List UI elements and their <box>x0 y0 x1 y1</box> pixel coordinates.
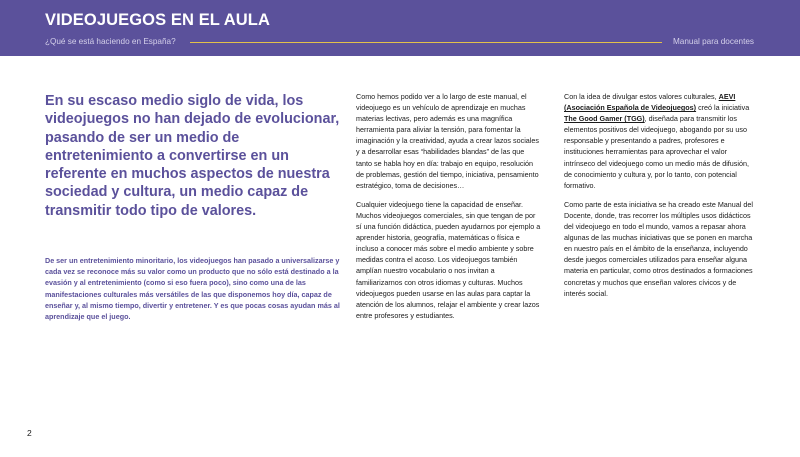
text-column-right <box>564 91 756 307</box>
summary-paragraph: De ser un entretenimiento minoritario, los videojuegos han pasado a universalizarse y cada vez se reconoce más su valor como un producto que no sólo está destinado a la evasión y al entretenimiento (como si eso fuera poco), sino como una de las manifestaciones culturales más versátiles de las que disponemos hoy día, capaz de enseñar y, al mismo tiempo, divertir y entretener. Y es que pocas cosas ayudan más al aprendizaje que el juego. <box>45 256 340 322</box>
column3-p1-text-before: Con la idea de divulgar estos valores culturales, <box>564 92 719 101</box>
the-good-gamer-link[interactable]: The Good Gamer (TGG) <box>564 114 645 124</box>
page-header <box>0 0 800 56</box>
column3-paragraph-1 <box>564 91 756 191</box>
column3-paragraph-2: Como parte de esta iniciativa se ha creado este Manual del Docente, donde, tras recorrer los múltiples usos didácticos del videojuego en todo el mundo, vamos a repasar ahora algunas de las muchas iniciativas que se ponen en marcha en nuestro país en el ámbito de la enseñanza, incluyendo desde juegos comerciales utilizados para enseñar alguna materia en particular, como otros destinados a formaciones concretas y muchos que enseñan valores cívicos y de interés social. <box>564 199 753 298</box>
header-divider-line <box>190 42 662 43</box>
text-column-middle <box>356 91 542 329</box>
column2-paragraph-1: Como hemos podido ver a lo largo de este manual, el videojuego es un vehículo de aprendizaje en muchas materias lectivas, pero además es una magnífica herramienta para aliviar la tensión, para fomentar la imaginación y la creatividad, ayuda a crear lazos sociales y a desarrollar esas “habilidades blandas” de las que tanto se habla hoy en día: trabajo en equipo, resolución de problemas, gestión del tiempo, iniciativa, pensamiento estratégico, toma de decisiones… <box>356 92 539 190</box>
column3-p1-text-middle: creó la iniciativa <box>696 103 750 113</box>
header-title: VIDEOJUEGOS EN EL AULA <box>45 11 270 29</box>
header-right-label: Manual para docentes <box>672 37 754 46</box>
aevi-link[interactable]: AEVI (Asociación Española de Videojuegos) <box>564 92 736 113</box>
column2-paragraph-2: Cualquier videojuego tiene la capacidad de enseñar. Muchos videojuegos comerciales, sin que tengan de por sí una función didáctica, pueden ayudarnos por ejemplo a aprender historia, geografía, matemáticas o física e incluso a conocer más sobre el medio ambiente y sobre medidas contra el acoso. Los videojuegos también amplían nuestro vocabulario o nos invitan a familiarizarnos con otros idiomas y culturas. Muchos videojuegos pueden usarse en las aulas para captar la atención de los alumnos, relajar el ambiente y crear lazos entre profesores y estudiantes. <box>356 199 541 320</box>
header-subtitle: ¿Qué se está haciendo en España? <box>45 37 176 46</box>
column3-p1-text-after: , diseñada para transmitir los elementos positivos del videojuego, abogando por su uso responsable y presentando a padres, profesores e instituciones herramientas para aprovechar el valor intrínseco del videojuego como un medio más de difusión, de conocimiento y cultura y, por lo tanto, con potencial formativo. <box>564 114 749 190</box>
page-number: 2 <box>27 428 32 438</box>
intro-heading: En su escaso medio siglo de vida, los videojuegos no han dejado de evolucionar, pasando de ser un medio de entretenimiento a convertirse en un referente en muchos aspectos de nuestra sociedad y cultura, un medio capaz de transmitir todo tipo de valores. <box>45 93 340 219</box>
